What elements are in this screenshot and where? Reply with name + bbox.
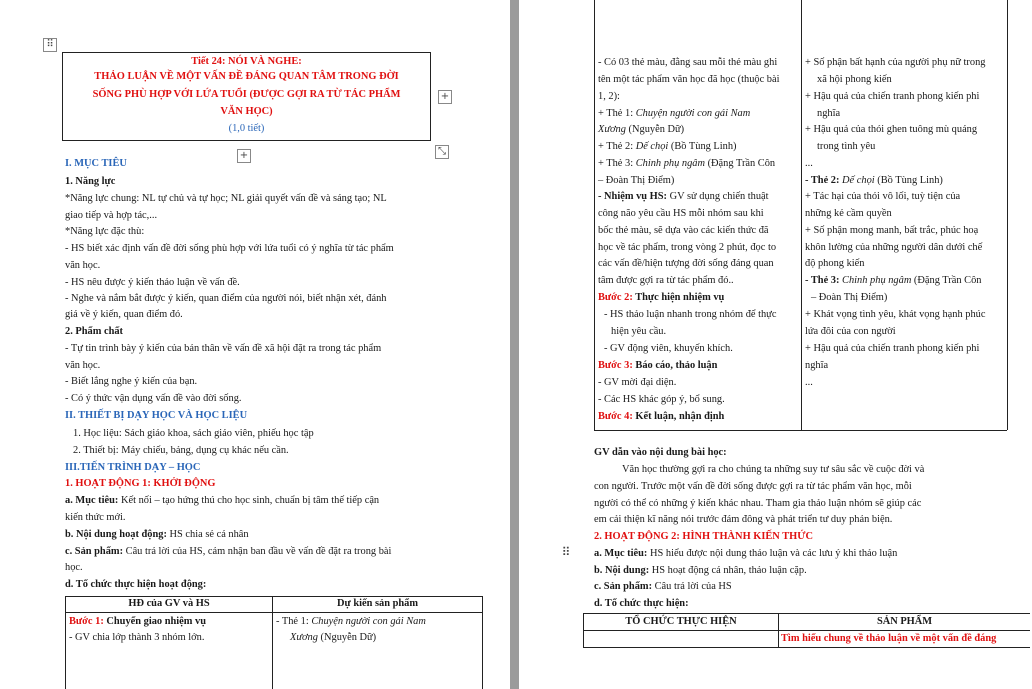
table-cell: – Đoàn Thị Điểm) (811, 292, 888, 303)
table-cell: + Hậu quả của chiến tranh phong kiến phi (805, 91, 980, 102)
table-cell: + Tác hại của thói vô lối, tuỳ tiện của (805, 191, 961, 202)
table-cell: độ phong kiến (805, 258, 865, 269)
table-cell: + Hậu quả của thói ghen tuông mù quáng (805, 124, 978, 135)
work-title: Chinh phụ ngâm (635, 158, 705, 169)
text-line: con người. Trước một vấn đề đời sống được gợi ra từ tác phẩm văn học, mỗi (594, 481, 912, 492)
text-line: văn học. (65, 360, 101, 371)
table-cell: + Khát vọng tình yêu, khát vọng hạnh phúc (805, 309, 986, 320)
card-label: - Thẻ 2: (805, 175, 843, 186)
work-title: Chuyện người con gái Nam (635, 108, 751, 119)
label: b. Nội dung hoạt động: (65, 529, 167, 540)
text-line: 2. Thiết bị: Máy chiếu, bảng, dụng cụ khác nếu cần. (73, 445, 289, 456)
value: Kết nối – tạo hứng thú cho học sinh, chuẩn bị tâm thế tiếp cận (121, 495, 380, 506)
table-border (594, 430, 1007, 431)
author: (Bồ Tùng Linh) (668, 141, 737, 152)
step-label: Bước 4: (598, 411, 633, 422)
table-cell: tâm được gợi ra từ tác phẩm đó.. (598, 275, 734, 286)
text-line (594, 564, 807, 578)
text-line: - Nghe và nắm bắt được ý kiến, quan điểm của người nói, biết nhận xét, đánh (65, 293, 387, 304)
label: c. Sản phẩm: (594, 581, 653, 592)
table-cell: tên một tác phẩm văn học đã học (thuộc bài (598, 74, 780, 85)
table-cell (276, 615, 426, 629)
card-label: + Thẻ 2: (598, 141, 636, 152)
table-header: SẢN PHẨM (876, 616, 933, 627)
card-label: - Thẻ 1: (276, 616, 312, 627)
subheading: 2. Phẩm chất (65, 326, 124, 337)
table-cell (805, 274, 981, 288)
table-cell: + Số phận mong manh, bất trắc, phúc hoạ (805, 225, 979, 236)
table-border (482, 596, 483, 689)
text-line: kiến thức mới. (65, 512, 126, 523)
text-line: - Có ý thức vận dụng vấn đề vào đời sống. (65, 393, 242, 404)
table-cell: trong tình yêu (817, 141, 876, 152)
add-column-icon[interactable]: + (438, 90, 452, 104)
table-cell (290, 631, 376, 645)
task-text: GV sử dụng chiến thuật (667, 191, 769, 202)
table-cell: nghĩa (817, 108, 841, 119)
author: (Nguyễn Dữ) (625, 124, 685, 135)
text-line (594, 580, 732, 594)
author: (Đặng Trần Côn (911, 275, 982, 286)
table-cell: xã hội phong kiến (817, 74, 892, 85)
step-label: Bước 2: (598, 292, 633, 303)
step-text: Báo cáo, thảo luận (632, 360, 718, 371)
value: HS chia sẻ cá nhân (169, 529, 249, 540)
lesson-title: Tiết 24: NÓI VÀ NGHE: (191, 56, 302, 67)
table-cell: - Các HS khác góp ý, bổ sung. (598, 394, 725, 405)
task-label: - Nhiệm vụ HS: (598, 191, 667, 202)
table-cell: ... (805, 158, 813, 169)
table-border (583, 647, 1030, 648)
text-line: học. (65, 562, 83, 573)
lesson-duration: (1,0 tiết) (228, 123, 265, 134)
subheading: 1. Năng lực (65, 176, 116, 187)
value: HS hoạt động cá nhân, thảo luận cặp. (649, 565, 807, 576)
table-cell: - GV mời đại diện. (598, 377, 677, 388)
text-line: *Năng lực đặc thù: (65, 226, 145, 237)
right-page (519, 0, 1032, 689)
add-row-icon[interactable]: + (237, 149, 251, 163)
section-heading: II. THIẾT BỊ DẠY HỌC VÀ HỌC LIỆU (65, 410, 248, 421)
table-header: TỔ CHỨC THỰC HIỆN (625, 616, 737, 627)
activity-heading: 2. HOẠT ĐỘNG 2: HÌNH THÀNH KIẾN THỨC (594, 531, 813, 542)
work-title: Dế chọi (635, 141, 669, 152)
label: b. Nội dung: (594, 565, 650, 576)
table-cell (598, 190, 769, 204)
step-label: Bước 3: (598, 360, 633, 371)
text-line (594, 547, 897, 561)
step-text: Kết luận, nhận định (632, 411, 725, 422)
value: Câu trả lời của HS (652, 581, 732, 592)
work-title: Xương (290, 632, 318, 643)
table-cell: những kẻ cầm quyền (805, 208, 892, 219)
table-header: Dự kiến sản phẩm (336, 598, 418, 609)
step-text: Thực hiện nhiệm vụ (632, 292, 725, 303)
table-cell: hiện yêu cầu. (611, 326, 667, 337)
table-cell: khôn lường của những người dân dưới chế (805, 242, 983, 253)
table-cell: - Có 03 thẻ màu, đằng sau mỗi thẻ màu ghi (598, 57, 778, 68)
table-border (1007, 0, 1008, 430)
step-label: Bước 1: (69, 616, 104, 627)
table-cell (598, 359, 717, 373)
text-line (65, 494, 379, 508)
title-line-2: SỐNG PHÙ HỢP VỚI LỨA TUỔI (ĐƯỢC GỢI RA TỪ TÁC PHẨM (92, 89, 401, 100)
label: a. Mục tiêu: (594, 548, 648, 559)
card-label: + Thẻ 1: (598, 108, 636, 119)
work-title: Chinh phụ ngâm (842, 275, 912, 286)
table-border (583, 613, 1030, 614)
table-cell (69, 615, 206, 629)
section-heading: I. MỤC TIÊU (65, 158, 127, 169)
table-cell (598, 410, 724, 424)
text-line: - HS nêu được ý kiến thảo luận về vấn đề. (65, 277, 240, 288)
text-line: - HS biết xác định vấn đề đời sống phù hợp với lứa tuổi có ý nghĩa từ tác phẩm (65, 243, 394, 254)
label: c. Sản phẩm: (65, 546, 124, 557)
text-line: 1. Học liệu: Sách giáo khoa, sách giáo viên, phiếu học tập (73, 428, 314, 439)
table-cell: 1, 2): (598, 91, 620, 102)
table-resize-icon[interactable]: ⤡ (435, 145, 449, 159)
text-line: giao tiếp và hợp tác,... (65, 210, 158, 221)
title-line-1: THẢO LUẬN VỀ MỘT VẤN ĐỀ ĐÁNG QUAN TÂM TRONG ĐỜI (94, 71, 399, 82)
work-title: Chuyện người con gái Nam (311, 616, 426, 627)
text-line: Văn học thường gợi ra cho chúng ta những suy tư sâu sắc về cuộc đời và (622, 464, 925, 475)
step-text: Chuyển giao nhiệm vụ (103, 616, 206, 627)
section-heading: III.TIẾN TRÌNH DẠY – HỌC (65, 462, 201, 473)
card-label: - Thẻ 3: (805, 275, 843, 286)
paragraph-drag-handle-icon[interactable]: ⠿ (561, 545, 571, 559)
text-line: - Tự tin trình bày ý kiến của bản thân về vấn đề xã hội đặt ra trong tác phẩm (65, 343, 382, 354)
card-label: + Thẻ 3: (598, 158, 636, 169)
title-line-3: VĂN HỌC) (220, 106, 273, 117)
table-border (594, 0, 595, 430)
table-cell: nghĩa (805, 360, 829, 371)
text-line (65, 545, 391, 559)
text-line (65, 528, 249, 542)
text-line: em cải thiện kĩ năng nói trước đám đông và phát triển tư duy phản biện. (594, 514, 893, 525)
table-cell: - GV chia lớp thành 3 nhóm lớn. (69, 632, 205, 643)
table-cell: lứa đôi của con người (805, 326, 896, 337)
table-cell (598, 140, 737, 154)
subheading: d. Tổ chức thực hiện: (594, 598, 689, 609)
table-cell: - HS thảo luận nhanh trong nhóm để thực (604, 309, 777, 320)
table-border (801, 0, 802, 430)
intro-heading: GV dẫn vào nội dung bài học: (594, 447, 727, 458)
table-cell (598, 291, 724, 305)
value: HS hiểu được nội dung thảo luận và các lưu ý khi thảo luận (647, 548, 898, 559)
table-cell: – Đoàn Thị Điểm) (598, 175, 675, 186)
work-title: Dế chọi (842, 175, 875, 186)
table-border (65, 612, 482, 613)
table-header: HĐ của GV và HS (128, 598, 210, 609)
work-title: Xương (598, 124, 626, 135)
text-line: *Năng lực chung: NL tự chủ và tự học; NL giải quyết vấn đề và sáng tạo; NL (65, 193, 387, 204)
value: Câu trả lời của HS, cảm nhận ban đầu về vấn đề đặt ra trong bài (125, 546, 392, 557)
table-cell: ... (805, 377, 813, 388)
table-border (583, 630, 1030, 631)
table-cell: + Số phận bất hạnh của người phụ nữ trong (805, 57, 986, 68)
text-line: người có thể có những ý kiến khác nhau. Tham gia thảo luận nhóm sẽ giúp các (594, 498, 922, 509)
text-line: - Biết lắng nghe ý kiến của bạn. (65, 376, 198, 387)
table-cell: - GV động viên, khuyến khích. (604, 343, 733, 354)
author: (Đặng Trần Côn (704, 158, 776, 169)
table-move-handle-icon[interactable]: ⠿ (43, 38, 57, 52)
table-cell: bốc thẻ màu, sẽ dựa vào các kiến thức đã (598, 225, 769, 236)
table-cell: công não yêu cầu HS mỗi nhóm sau khi (598, 208, 764, 219)
table-cell: học về tác phẩm, trong vòng 2 phút, đọc to (598, 242, 777, 253)
table-cell (598, 107, 750, 121)
label: a. Mục tiêu: (65, 495, 119, 506)
table-cell: + Hậu quả của chiến tranh phong kiến phi (805, 343, 980, 354)
table-cell (598, 157, 775, 171)
subheading: d. Tổ chức thực hiện hoạt động: (65, 579, 207, 590)
table-cell (598, 123, 684, 137)
activity-heading: 1. HOẠT ĐỘNG 1: KHỞI ĐỘNG (65, 478, 216, 489)
left-page (0, 0, 510, 689)
text-line: giá về ý kiến, quan điểm đó. (65, 309, 183, 320)
text-line: văn học. (65, 260, 101, 271)
author: (Nguyễn Dữ) (317, 632, 377, 643)
table-cell: các vấn đề/hiện tượng đời sống đáng quan (598, 258, 774, 269)
table-cell: Tìm hiểu chung về thảo luận về một vấn đề đáng (781, 633, 997, 644)
table-cell (805, 174, 943, 188)
author: (Bồ Tùng Linh) (874, 175, 943, 186)
